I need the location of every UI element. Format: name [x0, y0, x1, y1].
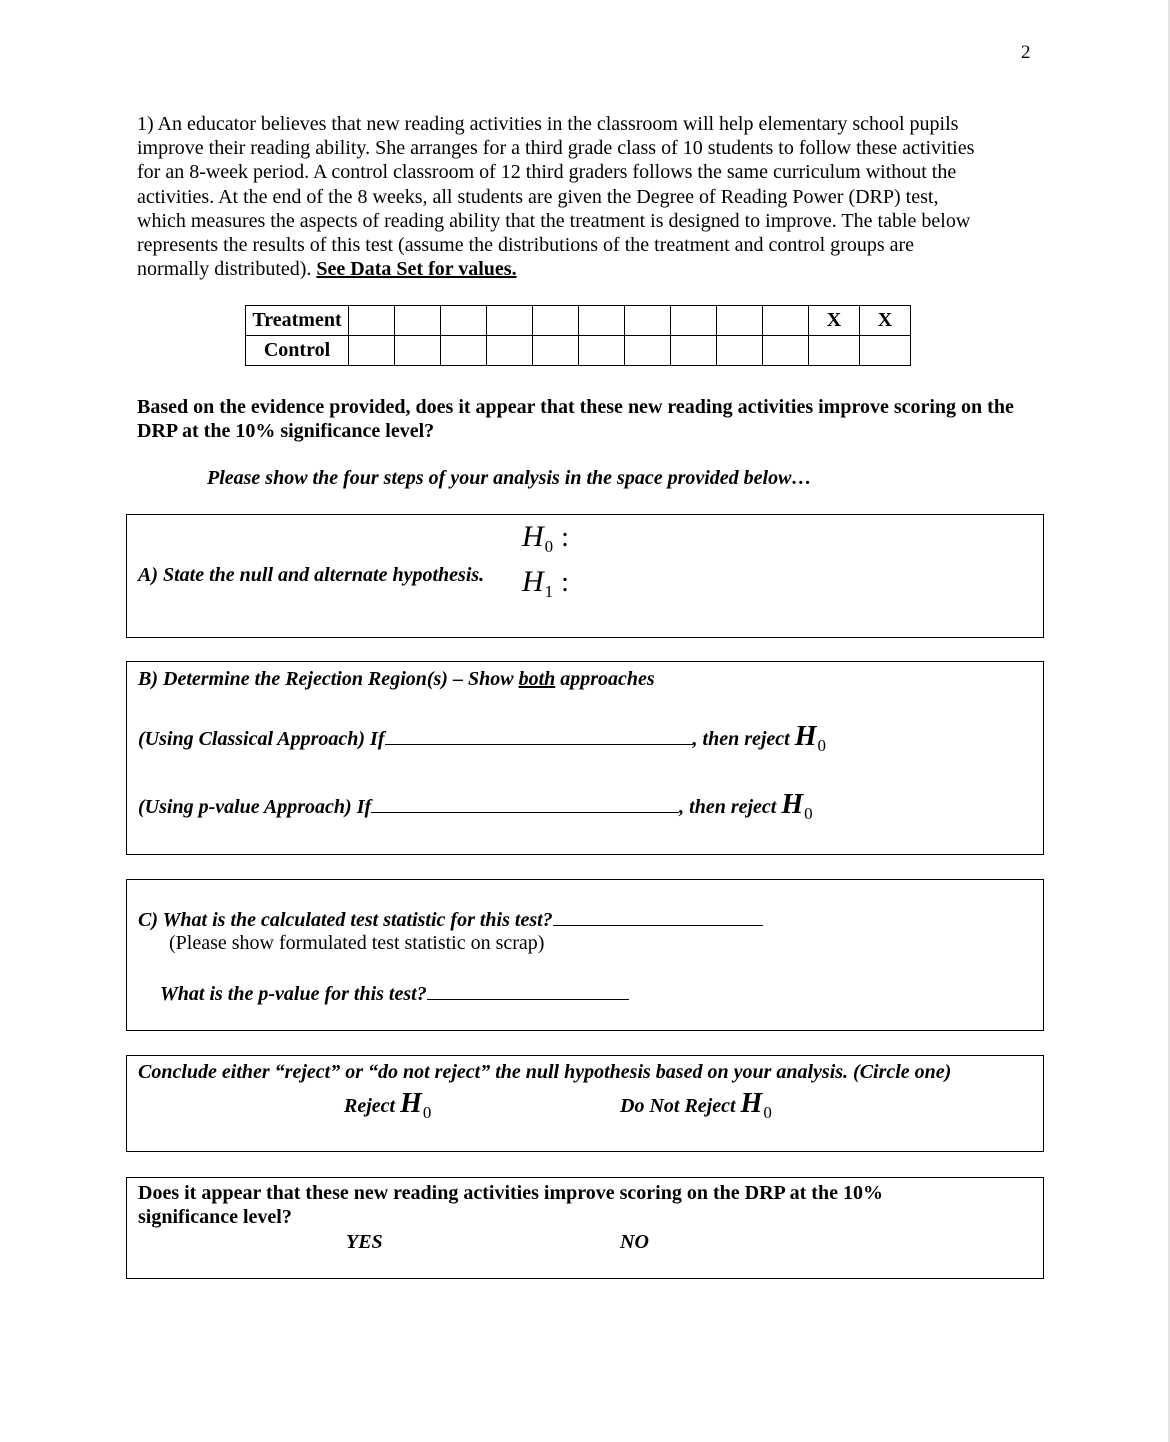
then-reject-text: , then reject: [692, 728, 790, 750]
h0-symbol: [781, 789, 813, 823]
table-cell: [717, 336, 763, 366]
do-not-reject-label: Do Not Reject: [620, 1095, 736, 1117]
null-hypothesis-symbol: [522, 520, 569, 557]
part-a-label: A) State the null and alternate hypothesis.: [138, 564, 485, 586]
final-question-line-2: significance level?: [138, 1206, 292, 1228]
pvalue-blank[interactable]: [427, 981, 629, 1000]
table-cell: [533, 336, 579, 366]
table-cell: [671, 306, 717, 336]
part-b-title: [138, 668, 655, 691]
part-b-box: [126, 661, 1044, 855]
table-cell: [487, 336, 533, 366]
main-question: Based on the evidence provided, does it appear that these new reading activities improve scoring on the DRP at the 10% significance level?: [137, 396, 1014, 442]
pvalue-label: What is the p-value for this test?: [160, 983, 427, 1005]
h0-symbol: [400, 1088, 432, 1122]
pvalue-approach-blank[interactable]: [371, 794, 679, 813]
problem-line-last: [137, 257, 1037, 281]
table-cell: [625, 306, 671, 336]
test-statistic-row: [138, 907, 763, 932]
part-b-title-suffix: approaches: [555, 668, 655, 690]
h0-letter: H: [522, 520, 544, 553]
problem-line-prefix: normally distributed).: [137, 258, 317, 281]
pvalue-approach-row: [138, 789, 813, 824]
reject-label: Reject: [344, 1095, 396, 1117]
table-cell: X: [809, 306, 860, 336]
row-label: Control: [246, 336, 349, 366]
table-cell: [533, 306, 579, 336]
problem-line: represents the results of this test (assume the distributions of the treatment and control groups are: [137, 234, 915, 257]
test-statistic-note: (Please show formulated test statistic on scrap): [169, 932, 545, 954]
table-cell: [671, 336, 717, 366]
test-statistic-blank[interactable]: [553, 907, 763, 926]
table-cell: [487, 306, 533, 336]
table-cell: [763, 336, 809, 366]
do-not-reject-option[interactable]: [620, 1088, 772, 1123]
conclusion-box: [126, 1055, 1044, 1152]
final-question-line-1: Does it appear that these new reading activities improve scoring on the DRP at the 10%: [138, 1182, 883, 1204]
h-letter: H: [400, 1088, 422, 1119]
table-cell: [763, 306, 809, 336]
table-cell: [860, 336, 911, 366]
table-cell: [349, 336, 395, 366]
conclusion-prompt: Conclude either “reject” or “do not reject” the null hypothesis based on your analysis. (Circle one): [138, 1061, 952, 1083]
table-cell: X: [860, 306, 911, 336]
pvalue-approach-label: (Using p-value Approach) If: [138, 796, 372, 818]
part-b-title-both: both: [518, 668, 556, 690]
final-question-box: [126, 1177, 1044, 1279]
reject-option[interactable]: [344, 1088, 431, 1123]
classical-approach-blank[interactable]: [385, 726, 693, 745]
h-subscript: 0: [804, 804, 813, 823]
h-letter: H: [781, 789, 804, 820]
table-cell: [441, 336, 487, 366]
part-c-box: [126, 879, 1044, 1031]
table-row-treatment: [246, 306, 911, 336]
page-number: 2: [1021, 42, 1031, 63]
part-a-box: [126, 514, 1044, 638]
table-cell: [625, 336, 671, 366]
h-letter: H: [794, 721, 817, 752]
table-cell: [579, 336, 625, 366]
h1-letter: H: [522, 565, 544, 598]
h-letter: H: [740, 1088, 763, 1119]
h0-subscript: 0: [544, 537, 554, 556]
table-cell: [349, 306, 395, 336]
table-cell: [441, 306, 487, 336]
test-statistic-label: C) What is the calculated test statistic for this test?: [138, 909, 553, 931]
part-b-title-prefix: B) Determine the Rejection Region(s) – Show: [138, 668, 519, 690]
yes-option[interactable]: YES: [346, 1231, 383, 1253]
see-data-set-link[interactable]: See Data Set for values.: [316, 258, 517, 281]
instructions: Please show the four steps of your analysis in the space provided below…: [207, 467, 812, 489]
h0-symbol: [794, 721, 827, 755]
h1-subscript: 1: [544, 582, 554, 601]
pvalue-row: [160, 981, 629, 1006]
h0-colon: :: [561, 522, 569, 553]
h-subscript: 0: [422, 1103, 432, 1122]
problem-line: activities. At the end of the 8 weeks, all students are given the Degree of Reading Power (DRP) test,: [137, 185, 939, 208]
no-option[interactable]: NO: [620, 1231, 649, 1253]
problem-line: 1) An educator believes that new reading activities in the classroom will help elementary school pupils: [137, 113, 959, 135]
alternate-hypothesis-symbol: [522, 565, 569, 602]
row-label: Treatment: [246, 306, 349, 336]
h-subscript: 0: [817, 736, 827, 755]
problem-line: which measures the aspects of reading ability that the treatment is designed to improve. The table below: [137, 209, 971, 232]
table-cell: [809, 336, 860, 366]
table-row-control: [246, 336, 911, 366]
problem-line: improve their reading ability. She arranges for a third grade class of 10 students to follow these activities: [137, 137, 975, 160]
table-cell: [395, 306, 441, 336]
data-table: [245, 305, 911, 366]
h0-symbol: [740, 1088, 772, 1122]
classical-approach-row: [138, 721, 826, 756]
problem-statement: [137, 112, 1037, 281]
table-cell: [395, 336, 441, 366]
then-reject-text: , then reject: [679, 796, 777, 818]
problem-line: for an 8-week period. A control classroom of 12 third graders follows the same curriculum without the: [137, 161, 957, 184]
table-cell: [579, 306, 625, 336]
h1-colon: :: [561, 567, 569, 598]
h-subscript: 0: [763, 1103, 772, 1122]
classical-approach-label: (Using Classical Approach) If: [138, 728, 385, 750]
table-cell: [717, 306, 763, 336]
